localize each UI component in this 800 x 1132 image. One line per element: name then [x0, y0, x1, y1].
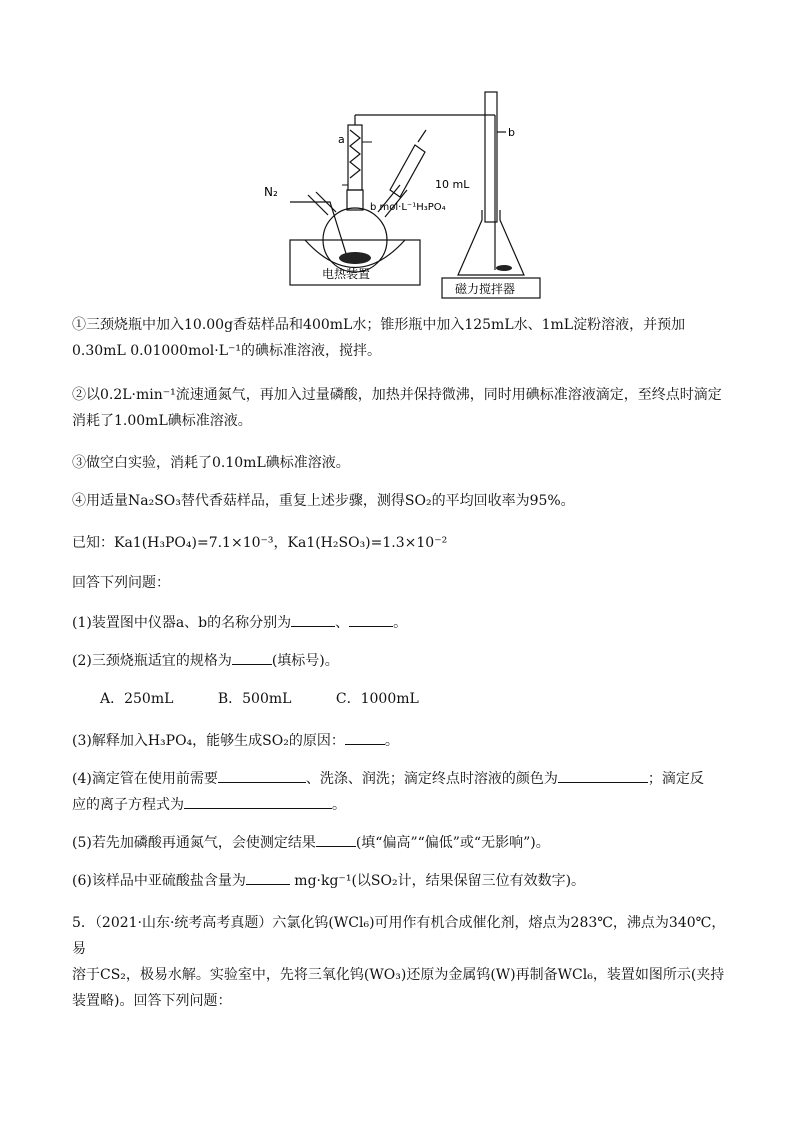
q1-blank-b[interactable] [349, 612, 393, 627]
option-b: B．500mL [217, 691, 292, 707]
q4-end: 。 [332, 797, 346, 813]
apparatus-drawing [250, 90, 560, 300]
option-a: A．250mL [100, 691, 174, 707]
q5-post: (填“偏高”“偏低”或“无影响”)。 [355, 835, 550, 851]
question-4 [72, 766, 730, 818]
q6-text: (6)该样品中亚硫酸盐含量为 [72, 873, 246, 889]
stir-bar [496, 265, 512, 271]
problem-5-line-2: 溶于CS₂，极易水解。实验室中，先将三氧化钨(WO₃)还原为金属钨(W)再制备WCl₆，装置如图所示(夹持 [72, 967, 725, 983]
label-b: b [508, 126, 515, 139]
apparatus-figure [250, 90, 560, 300]
step-1 [72, 312, 730, 364]
question-3 [72, 728, 730, 754]
answer-prompt: 回答下列问题： [72, 575, 170, 591]
label-volume: 10 mL [435, 178, 470, 191]
question-5 [72, 830, 730, 856]
sample-blob [339, 252, 371, 264]
q5-blank[interactable] [316, 832, 356, 847]
q1-end: 。 [393, 615, 408, 631]
q1-sep: 、 [335, 615, 350, 631]
question-1 [72, 610, 730, 636]
q1-text: (1)装置图中仪器a、b的名称分别为 [72, 615, 292, 631]
q4-line-1 [72, 766, 730, 792]
q4-line-2 [72, 792, 730, 818]
step-2 [72, 382, 730, 434]
q3-end: 。 [384, 733, 399, 749]
q4-text: (4)滴定管在使用前需要 [72, 771, 218, 787]
step-2-line-1: ②以0.2L·min⁻¹流速通氮气，再加入过量磷酸，加热并保持微沸，同时用碘标准溶液滴定，至终点时滴定 [72, 387, 722, 403]
q5-text: (5)若先加磷酸再通氮气，会使测定结果 [72, 835, 316, 851]
q4-blank-2[interactable] [558, 768, 648, 783]
q6-blank[interactable] [246, 870, 290, 885]
q2-text: (2)三颈烧瓶适宜的规格为 [72, 653, 232, 669]
step-1-line-1: ①三颈烧瓶中加入10.00g香菇样品和400mL水；锥形瓶中加入125mL水、1mL淀粉溶液，并预加 [72, 317, 686, 333]
problem-5-line-3: 装置略)。回答下列问题： [72, 993, 232, 1009]
q4-line2-text: 应的离子方程式为 [72, 797, 184, 813]
q4-blank-3[interactable] [184, 794, 332, 809]
option-c: C．1000mL [335, 691, 419, 707]
label-n2: N₂ [264, 185, 278, 199]
step-4: ④用适量Na₂SO₃替代香菇样品，重复上述步骤，测得SO₂的平均回收率为95%。 [72, 493, 575, 509]
q2-post: (填标号)。 [271, 653, 339, 669]
q6-unit: mg·kg⁻¹ [294, 873, 352, 889]
label-stirrer: 磁力搅拌器 [455, 282, 516, 296]
q3-blank[interactable] [345, 730, 385, 745]
known-constants: 已知：Ka1(H₃PO₄)=7.1×10⁻³，Ka1(H₂SO₃)=1.3×10⁻² [72, 535, 448, 551]
label-a: a [338, 133, 345, 146]
q4-mid-2: ；滴定反 [647, 771, 704, 787]
step-3: ③做空白实验，消耗了0.10mL碘标准溶液。 [72, 455, 350, 471]
q1-blank-a[interactable] [291, 612, 335, 627]
q2-blank[interactable] [232, 650, 272, 665]
problem-5 [72, 910, 730, 1014]
q4-mid: 、洗涤、润洗；滴定终点时溶液的颜色为 [305, 771, 558, 787]
label-heater: 电热装置 [322, 267, 371, 281]
q3-text: (3)解释加入H₃PO₄，能够生成SO₂的原因： [72, 733, 345, 749]
question-2 [72, 648, 730, 674]
q4-blank-1[interactable] [218, 768, 306, 783]
label-acid: b mol·L⁻¹H₃PO₄ [370, 202, 446, 213]
problem-5-line-1: 5．（2021·山东·统考高考真题）六氯化钨(WCl₆)可用作有机合成催化剂，熔点为283℃，沸点为340℃，易 [72, 915, 726, 957]
question-2-options [100, 686, 730, 712]
step-2-line-2: 消耗了1.00mL碘标准溶液。 [72, 413, 252, 429]
question-6 [72, 868, 730, 894]
step-1-line-2: 0.30mL 0.01000mol·L⁻¹的碘标准溶液，搅拌。 [72, 343, 382, 359]
q6-post: (以SO₂计，结果保留三位有效数字)。 [351, 873, 586, 889]
